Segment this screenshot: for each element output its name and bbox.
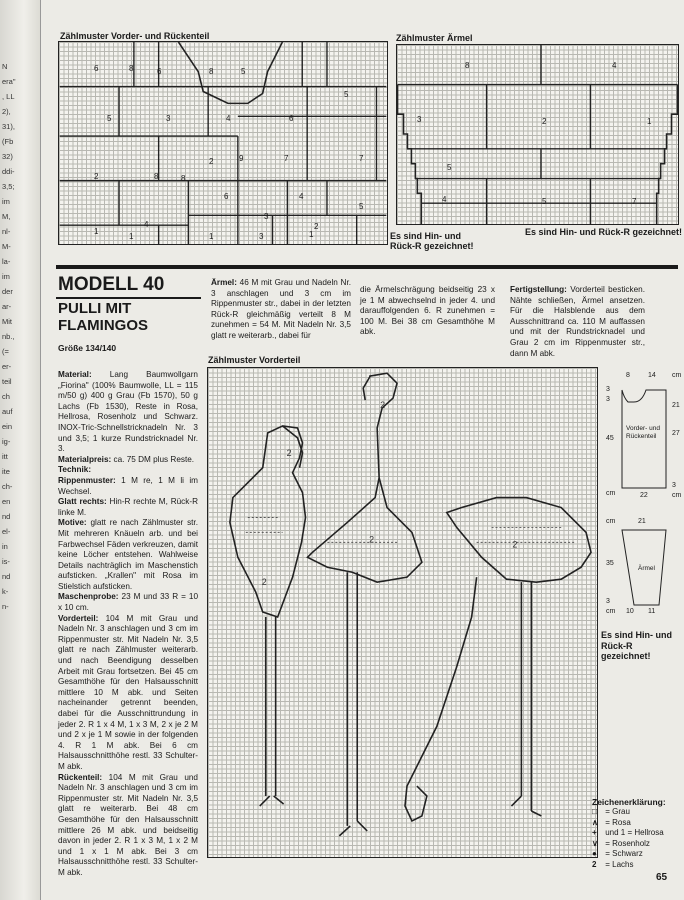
chart-number: 6 (157, 67, 162, 76)
binder-word: , LL (2, 92, 15, 101)
binder-word: (Fb (2, 137, 14, 146)
col1-paragraph (58, 476, 198, 497)
text-column-1 (58, 370, 198, 879)
schematic-front-left-3: 45 (606, 435, 614, 442)
schematic-outline (604, 370, 684, 640)
chart-number: 4 (299, 192, 304, 201)
chart-front-back-blocks (59, 42, 387, 244)
col1-paragraph (58, 773, 198, 879)
binder-word: nd (2, 512, 11, 521)
schematic-front-left-2: 3 (606, 396, 610, 403)
legend-row (592, 828, 682, 839)
subtitle (58, 300, 148, 334)
chart-number: 4 (226, 114, 231, 123)
binder-word: ite (2, 467, 10, 476)
col1-paragraph (58, 465, 198, 476)
chart-number: 5 (359, 202, 364, 211)
col1-text: Lang Baumwollgarn „Fiorina" (100% Baumwolle, LL = 115 m/50 g) 400 g Grau (Fb 1570), 50 g Lachs (Fb 1530), Reste in Rosa, Hellrosa, Rosenholz und Schwarz. INOX-Tric-Schnellstricknadeln Nr. 3 und 3,5; 1 kurze Rundstricknadel Nr. 3. (58, 370, 198, 454)
col1-lead: Materialpreis: (58, 454, 112, 464)
binder-word: teil (2, 377, 12, 386)
legend-symbol: □ (592, 807, 597, 816)
col1-paragraph (58, 497, 198, 518)
schematic-front-left-4: cm (606, 490, 616, 497)
chart-number: 7 (359, 154, 364, 163)
schematic-sleeve-top-1: 21 (638, 518, 646, 525)
chart-number: 9 (239, 154, 244, 163)
schematic-sleeve-left-3: cm (606, 608, 616, 615)
binder-word: is- (2, 557, 10, 566)
col1-text: 104 M mit Grau und Nadeln Nr. 3 anschlagen und 3 cm im Rippenmuster str. Mit Nadeln Nr. 3,5 glatt re weiterarb. Bei 48 cm Gesamthöhe für den Halsausschnitt mittlere 26 M abk. und beidseitig davon in jeder 2. R 1 x 3 M, 1 x 2 M und 1 x 1 M abk. Bei 3 cm Halsausschnitthöhe restl. 33 Schulter-M abk. (58, 772, 198, 877)
col1-lead: Maschenprobe: (58, 592, 119, 602)
flamingo-2 (307, 373, 421, 582)
svg-text:2: 2 (380, 400, 386, 411)
chart-number: 2 (542, 117, 547, 126)
binder-word: 32) (2, 152, 13, 161)
binder-word: 31), (2, 122, 15, 131)
col1-text: ca. 75 DM plus Reste. (111, 454, 195, 464)
schematic-sleeve-top-2: cm (606, 518, 616, 525)
chart-number: 4 (612, 61, 617, 70)
chart-number: 1 (129, 232, 134, 241)
svg-text:2: 2 (369, 534, 375, 545)
binder-word: 2), (2, 107, 11, 116)
legend-symbol: ● (592, 849, 597, 858)
binder-word: ig- (2, 437, 11, 446)
schematic-sleeve-left-2: 3 (606, 598, 610, 605)
legend-symbol: ∧ (592, 817, 598, 827)
legend-text: = Grau (603, 807, 630, 816)
chart-number: 6 (94, 64, 99, 73)
subtitle-line-1: PULLI MIT (58, 300, 132, 317)
col1-text: 1 M re, 1 M li im Wechsel. (58, 475, 198, 496)
legend-text: = Rosenholz (603, 838, 650, 848)
schematic-front-bottom-1: 22 (640, 492, 648, 499)
col4-lead: Fertigstellung: (510, 285, 567, 294)
title-rule (56, 297, 201, 299)
schematic-front-bottom-2: cm (672, 492, 682, 499)
binder-word: ar- (2, 302, 12, 311)
legend-text: = Schwarz (603, 849, 643, 858)
chart-number: 5 (447, 163, 452, 172)
schematic-front-top-1: 8 (626, 372, 630, 379)
flamingo-motifs (208, 368, 597, 857)
binder-strip (0, 0, 41, 900)
flamingo-1 (230, 426, 306, 617)
chart-number: 1 (647, 117, 652, 126)
binder-word: era" (2, 77, 16, 86)
chart-number: 5 (107, 114, 112, 123)
model-title: MODELL 40 (58, 274, 165, 295)
col1-text: Hin-R rechte M, Rück-R linke M. (58, 497, 198, 517)
col1-paragraph (58, 614, 198, 773)
col2-text: 46 M mit Grau und Nadeln Nr. 3 anschlagen und 3 cm im Rippenmuster str., dabei in der letzten Rück-R gleichmäßig verteilt 8 M zunehmen = 54 M. Mit Nadeln Nr. 3,5 glatt re weiterarb., dabei für (211, 278, 351, 340)
legend-row (592, 849, 682, 860)
chart-title-sleeve: Zählmuster Ärmel (396, 33, 473, 43)
chart-number: 6 (224, 192, 229, 201)
chart-number: 8 (209, 67, 214, 76)
binder-word: im (2, 272, 10, 281)
note-right: Es sind Hin- und Rück-R gezeichnet! (524, 227, 682, 237)
binder-word: ddi- (2, 167, 15, 176)
schematic-area (604, 370, 684, 640)
binder-word: k- (2, 587, 9, 596)
schematic-sleeve-bottom-2: 11 (648, 608, 656, 615)
chart-number: 7 (284, 154, 289, 163)
binder-word: nl- (2, 227, 11, 236)
col1-text: 104 M mit Grau und Nadeln Nr. 3 anschlagen und 3 cm im Rippenmuster str. Mit Nadeln Nr. 3,5 glatt re nach Zählmuster weiterarb. und nach Beendigung desselben Arbeit mit Grau fortsetzen. Bei 45 cm Gesamthöhe für den Halsausschnitt mittlere 10 M abk. und Seiten nacheinander getrennt beenden, dabei für die Ausschnittrundung in jeder 2. R 1 x 4 M, 1 x 3 M, 2 x je 2 M und 2 x je 1 M sowie in der folgenden 4. R 1 M abk. Bei 6 cm Halsausschnitthöhe restl. 33 Schulter-M abk. (58, 613, 198, 771)
binder-word: 3,5; (2, 182, 15, 191)
col1-text: 23 M und 33 R = 10 x 10 cm. (58, 592, 198, 613)
binder-word: nb., (2, 332, 15, 341)
chart-number: 4 (144, 220, 149, 229)
binder-word: en (2, 497, 11, 506)
svg-text:2: 2 (261, 577, 267, 588)
chart-number: 3 (264, 212, 269, 221)
chart-title-front-back: Zählmuster Vorder- und Rückenteil (60, 31, 210, 41)
text-column-4 (510, 285, 645, 359)
binder-word: la- (2, 257, 11, 266)
col1-text: glatt re nach Zählmuster str. Mit mehreren Knäueln arb. und bei Farbwechsel Fäden verkreuzen, damit keine Löcher entstehen. Wahlweise Details nachträglich im Maschenstich aufsticken. „Krallen" mit Rosa im Stielstich aufsticken. (58, 518, 198, 591)
binder-word: ch- (2, 482, 13, 491)
binder-word: Mit (2, 317, 12, 326)
chart-number: 5 (542, 197, 547, 206)
binder-word: el- (2, 527, 11, 536)
chart-number: 3 (259, 232, 264, 241)
page-number: 65 (656, 872, 668, 883)
legend-row (592, 860, 682, 871)
legend-items (592, 807, 682, 870)
chart-sleeve (396, 44, 679, 225)
size-label: Größe 134/140 (58, 343, 117, 353)
legend-text: = Rosa (603, 817, 631, 827)
binder-word: ch (2, 392, 10, 401)
binder-word: nd (2, 572, 11, 581)
chart-number: 1 (209, 232, 214, 241)
col1-paragraph (58, 518, 198, 592)
svg-text:2: 2 (286, 447, 292, 458)
col1-lead: Glatt rechts: (58, 497, 107, 507)
chart-number: 2 (314, 222, 319, 231)
chart-number: 3 (417, 115, 422, 124)
legend-symbol: ∨ (592, 838, 598, 848)
col1-lead: Rückenteil: (58, 772, 103, 782)
schematic-front-right-2: 27 (672, 430, 680, 437)
schematic-note: Es sind Hin- und Rück-R gezeichnet! (601, 630, 672, 661)
legend (592, 797, 682, 870)
binder-word: (= (2, 347, 9, 356)
col4-paragraph (510, 285, 645, 359)
binder-word: N (2, 62, 8, 71)
schematic-front-top-3: cm (672, 372, 682, 379)
col1-lead: Technik: (58, 465, 92, 475)
legend-row (592, 807, 682, 818)
binder-word: auf (2, 407, 13, 416)
schematic-front-right-3: 3 (672, 482, 676, 489)
schematic-front-top-2: 14 (648, 372, 656, 379)
subtitle-line-2: FLAMINGOS (58, 317, 148, 334)
col1-lead: Vorderteil: (58, 613, 99, 623)
chart-front-back (58, 41, 388, 245)
schematic-front-label: Vorder- und Rückenteil (626, 425, 660, 440)
chart-number: 5 (344, 90, 349, 99)
legend-title: Zeichenerklärung: (592, 797, 666, 807)
binder-word: M, (2, 212, 11, 221)
legend-symbol: + (592, 828, 597, 837)
binder-word: itt (2, 452, 8, 461)
col1-paragraph (58, 592, 198, 613)
schematic-sleeve-left-1: 35 (606, 560, 614, 567)
chart-title-front: Zählmuster Vorderteil (208, 355, 301, 365)
col2-paragraph (211, 278, 351, 342)
chart-number: 2 (94, 172, 99, 181)
col1-paragraph (58, 370, 198, 455)
legend-symbol: 2 (592, 859, 597, 869)
legend-row (592, 818, 682, 829)
binder-word: M- (2, 242, 11, 251)
legend-row (592, 839, 682, 850)
chart-number: 3 (166, 114, 171, 123)
heading-rule (56, 265, 678, 269)
binder-word: im (2, 197, 10, 206)
col3-paragraph: die Ärmelschrägung beidseitig 23 x je 1 M abwechselnd in jeder 4. und darauffolgenden 6. R zunehmen = 100 M. Bei 38 cm Gesamthöhe M abk. (360, 285, 495, 337)
binder-word: ein (2, 422, 13, 431)
binder-word: n- (2, 602, 9, 611)
col1-lead: Rippenmuster: (58, 475, 116, 485)
binder-word: in (2, 542, 8, 551)
chart-number: 8 (154, 172, 159, 181)
chart-number: 4 (442, 195, 447, 204)
chart-number: 7 (632, 197, 637, 206)
schematic-sleeve-label: Ärmel (638, 565, 655, 572)
chart-front-flamingos (207, 367, 598, 858)
legend-text: = Lachs (603, 859, 634, 869)
col4-text: Vorderteil besticken. Nähte schließen, Ärmel ansetzen. Für die Halsblende aus dem Ausschnittrand ca. 110 M auffassen und mit der Rundstricknadel und Grau 2 cm im Rippenmuster str., dann M abk. (510, 285, 645, 358)
schematic-front-right-1: 21 (672, 402, 680, 409)
chart-number: 2 (209, 157, 214, 166)
col1-lead: Material: (58, 370, 92, 379)
chart-number: 8 (181, 174, 186, 183)
chart-number: 1 (309, 230, 314, 239)
chart-number: 8 (129, 64, 134, 73)
legend-text: und 1 = Hellrosa (603, 828, 664, 837)
binder-word: er- (2, 362, 12, 371)
note-left: Es sind Hin- und Rück-R gezeichnet! (390, 231, 474, 251)
chart-number: 5 (241, 67, 246, 76)
chart-number: 6 (289, 114, 294, 123)
schematic-sleeve-bottom-1: 10 (626, 608, 634, 615)
col2-lead: Ärmel: (211, 278, 237, 287)
schematic-front-left-1: 3 (606, 386, 610, 393)
svg-text:2: 2 (512, 539, 518, 550)
text-column-2 (211, 278, 351, 342)
chart-number: 1 (94, 227, 99, 236)
col1-paragraph (58, 455, 198, 466)
binder-word: der (2, 287, 13, 296)
text-column-3 (360, 285, 495, 338)
chart-number: 8 (465, 61, 470, 70)
col1-lead: Motive: (58, 518, 87, 528)
flamingo-3 (447, 498, 591, 583)
